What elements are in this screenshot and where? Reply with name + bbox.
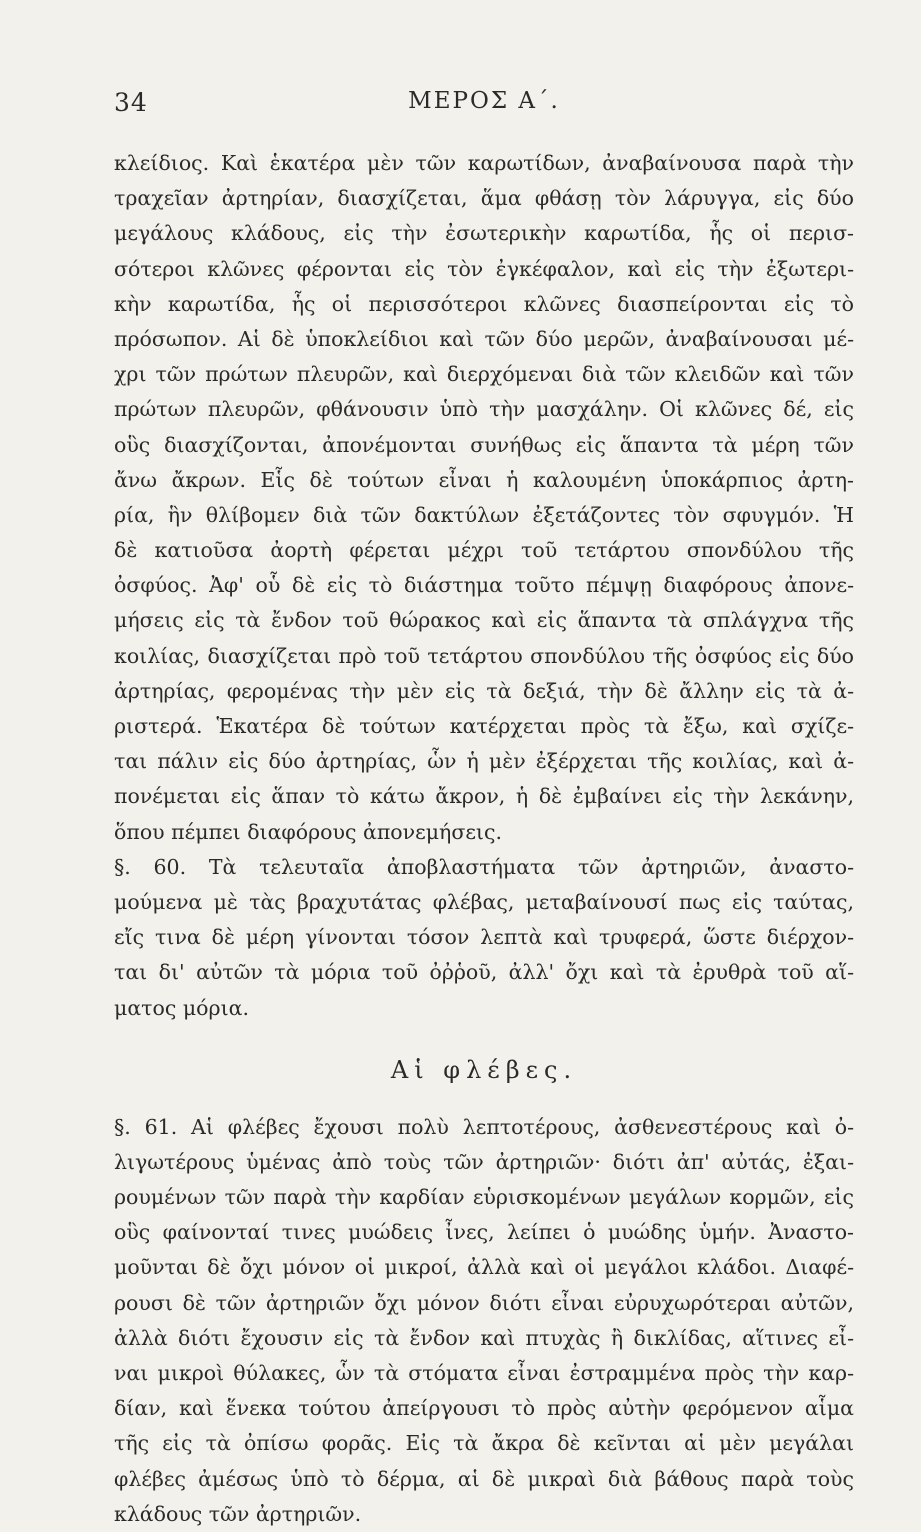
text-line: §. 61. Αἱ φλέβες ἔχουσι πολὺ λεπτοτέρους, ἀσθενεστέρους καὶ ὀ- bbox=[114, 1114, 854, 1139]
text-line: ὅπου πέμπει διαφόρους ἀπονεμήσεις. bbox=[114, 819, 502, 844]
page-number: 34 bbox=[114, 88, 148, 117]
text-line: εἴς τινα δὲ μέρη γίνονται τόσον λεπτὰ καὶ τρυφερά, ὥστε διέρχον- bbox=[114, 925, 854, 950]
text-line: πονέμεται εἰς ἅπαν τὸ κάτω ἄκρον, ἡ δὲ ἐμβαίνει εἰς τὴν λεκάνην, bbox=[114, 784, 854, 809]
text-line: φλέβες ἀμέσως ὑπὸ τὸ δέρμα, αἱ δὲ μικραὶ διὰ βάθους παρὰ τοὺς bbox=[114, 1466, 854, 1491]
text-line: τῆς εἰς τὰ ὀπίσω φορᾶς. Εἰς τὰ ἄκρα δὲ κεῖνται αἱ μὲν μεγάλαι bbox=[114, 1431, 854, 1456]
text-line: οὓς φαίνονταί τινες μυώδεις ἶνες, λείπει ὁ μυώδης ὑμήν. Ἀναστο- bbox=[114, 1220, 854, 1245]
running-head: ΜΕΡΟΣ Α΄. bbox=[408, 88, 560, 114]
text-line: ἀρτηρίας, φερομένας τὴν μὲν εἰς τὰ δεξιά, τὴν δὲ ἄλλην εἰς τὰ ἀ- bbox=[114, 678, 854, 703]
page-header bbox=[114, 88, 854, 128]
text-line: ται δι' αὐτῶν τὰ μόρια τοῦ ὀῤῥοῦ, ἀλλ' ὄχι καὶ τὰ ἐρυθρὰ τοῦ αἵ- bbox=[114, 960, 854, 985]
text-line: κλάδους τῶν ἀρτηριῶν. bbox=[114, 1501, 362, 1526]
text-line: κὴν καρωτίδα, ἧς οἱ περισσότεροι κλῶνες διασπείρονται εἰς τὸ bbox=[114, 291, 854, 316]
text-line: οὓς διασχίζονται, ἀπονέμονται συνήθως εἰς ἅπαντα τὰ μέρη τῶν bbox=[114, 432, 854, 457]
text-line: πρώτων πλευρῶν, φθάνουσιν ὑπὸ τὴν μασχάλην. Οἱ κλῶνες δέ, εἰς bbox=[114, 397, 854, 422]
text-line: κλείδιος. Καὶ ἑκατέρα μὲν τῶν καρωτίδων, ἀναβαίνουσα παρὰ τὴν bbox=[114, 151, 854, 175]
text-line: κοιλίας, διασχίζεται πρὸ τοῦ τετάρτου σπονδύλου τῆς ὀσφύος εἰς δύο bbox=[114, 643, 854, 668]
text-line: ὀσφύος. Ἀφ' οὗ δὲ εἰς τὸ διάστημα τοῦτο πέμψῃ διαφόρους ἀπονε- bbox=[114, 573, 854, 598]
text-line: μούμενα μὲ τὰς βραχυτάτας φλέβας, μεταβαίνουσί πως εἰς ταύτας, bbox=[114, 889, 854, 914]
text-line: χρι τῶν πρώτων πλευρῶν, καὶ διερχόμεναι διὰ τῶν κλειδῶν καὶ τῶν bbox=[114, 362, 854, 387]
text-line: ναι μικροὶ θύλακες, ὧν τὰ στόματα εἶναι ἐστραμμένα πρὸς τὴν καρ- bbox=[114, 1361, 854, 1385]
text-line: ρία, ἣν θλίβομεν διὰ τῶν δακτύλων ἐξετάζοντες τὸν σφυγμόν. Ἡ bbox=[114, 502, 854, 527]
text-line: ριστερά. Ἑκατέρα δὲ τούτων κατέρχεται πρὸς τὰ ἔξω, καὶ σχίζε- bbox=[114, 714, 854, 738]
text-line: μήσεις εἰς τὰ ἔνδον τοῦ θώρακος καὶ εἰς ἅπαντα τὰ σπλάγχνα τῆς bbox=[114, 608, 854, 633]
text-line: μοῦνται δὲ ὄχι μόνον οἱ μικροί, ἀλλὰ καὶ οἱ μεγάλοι κλάδοι. Διαφέ- bbox=[114, 1255, 854, 1280]
text-line: ματος μόρια. bbox=[114, 995, 249, 1020]
text-line: δὲ κατιοῦσα ἀορτὴ φέρεται μέχρι τοῦ τετάρτου σπονδύλου τῆς bbox=[114, 538, 854, 563]
text-line: πρόσωπον. Αἱ δὲ ὑποκλείδιοι καὶ τῶν δύο μερῶν, ἀναβαίνουσαι μέ- bbox=[114, 326, 854, 351]
text-line: ρουμένων τῶν παρὰ τὴν καρδίαν εὑρισκομένων μεγάλων κορμῶν, εἰς bbox=[114, 1185, 854, 1210]
text-line: §. 60. Τὰ τελευταῖα ἀποβλαστήματα τῶν ἀρτηριῶν, ἀναστο- bbox=[114, 854, 854, 879]
paragraph-3 bbox=[114, 1110, 854, 1532]
page-body bbox=[114, 146, 854, 1532]
section-heading: Αἱ φλέβες. bbox=[390, 1055, 578, 1084]
text-line: ρουσι δὲ τῶν ἀρτηριῶν ὄχι μόνον διότι εἶναι εὐρυχωρότεραι αὐτῶν, bbox=[114, 1290, 854, 1315]
text-line: λιγωτέρους ὑμένας ἀπὸ τοὺς τῶν ἀρτηριῶν· διότι ἀπ' αὐτάς, ἐξαι- bbox=[114, 1149, 854, 1174]
text-line: ἀλλὰ διότι ἔχουσιν εἰς τὰ ἔνδον καὶ πτυχὰς ἢ δικλίδας, αἵτινες εἶ- bbox=[114, 1325, 854, 1350]
text-line: δίαν, καὶ ἕνεκα τούτου ἀπείργουσι τὸ πρὸς αὐτὴν φερόμενον αἷμα bbox=[114, 1396, 854, 1421]
paragraph-1 bbox=[114, 146, 854, 850]
text-line: μεγάλους κλάδους, εἰς τὴν ἐσωτερικὴν καρωτίδα, ἧς οἱ περισ- bbox=[114, 221, 854, 246]
paragraph-2 bbox=[114, 850, 854, 1026]
text-line: σότεροι κλῶνες φέρονται εἰς τὸν ἐγκέφαλον, καὶ εἰς τὴν ἐξωτερι- bbox=[114, 256, 854, 281]
text-line: ται πάλιν εἰς δύο ἀρτηρίας, ὧν ἡ μὲν ἐξέρχεται τῆς κοιλίας, καὶ ἀ- bbox=[114, 749, 854, 774]
text-line: ἄνω ἄκρων. Εἷς δὲ τούτων εἶναι ἡ καλουμένη ὑποκάρπιος ἀρτη- bbox=[114, 467, 854, 492]
text-line: τραχεῖαν ἀρτηρίαν, διασχίζεται, ἅμα φθάσῃ τὸν λάρυγγα, εἰς δύο bbox=[114, 186, 854, 211]
